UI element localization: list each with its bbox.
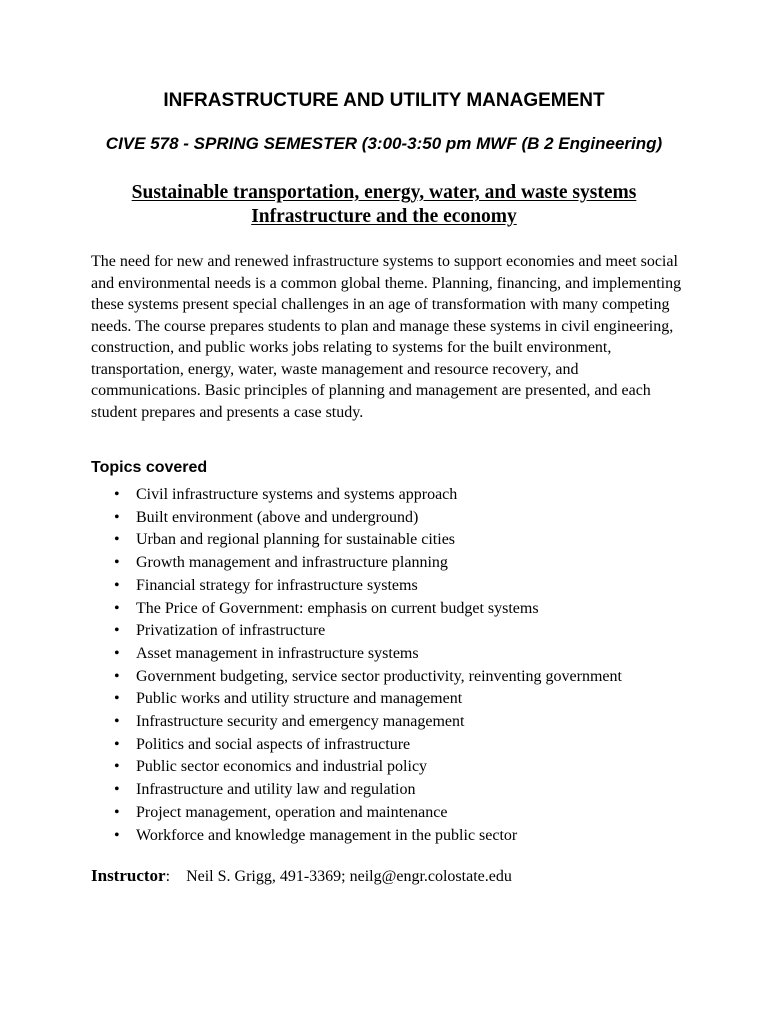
topic-item: [91, 688, 731, 711]
bullet-icon: •: [114, 758, 120, 776]
instructor-line: [91, 866, 512, 886]
bullet-icon: •: [114, 826, 120, 844]
topic-text: Urban and regional planning for sustainable cities: [136, 531, 456, 549]
bullet-icon: •: [114, 667, 120, 685]
bullet-icon: •: [114, 531, 120, 549]
instructor-colon: :: [165, 868, 171, 885]
subtitle-line-2: Infrastructure and the economy: [251, 206, 517, 227]
topic-item: [91, 598, 731, 621]
topics-list: [91, 484, 731, 847]
topic-text: Public works and utility structure and management: [136, 690, 463, 708]
topic-item: [91, 575, 731, 598]
topic-item: [91, 734, 731, 757]
page-title: INFRASTRUCTURE AND UTILITY MANAGEMENT: [163, 90, 605, 111]
subtitle: [0, 181, 768, 229]
course-info: CIVE 578 - SPRING SEMESTER (3:00-3:50 pm MWF (B 2 Engineering): [105, 134, 663, 153]
topic-text: Financial strategy for infrastructure systems: [136, 576, 418, 594]
bullet-icon: •: [114, 622, 120, 640]
topic-text: Infrastructure security and emergency management: [136, 713, 465, 731]
bullet-icon: •: [114, 803, 120, 821]
topic-text: Politics and social aspects of infrastructure: [136, 735, 411, 753]
topic-text: Public sector economics and industrial policy: [136, 758, 428, 776]
topic-item: [91, 756, 731, 779]
instructor-label: Instructor: [91, 866, 166, 885]
bullet-icon: •: [114, 735, 120, 753]
bullet-icon: •: [114, 781, 120, 799]
topic-text: Asset management in infrastructure systems: [136, 644, 419, 662]
topic-item: [91, 666, 731, 689]
bullet-icon: •: [114, 690, 120, 708]
bullet-icon: •: [114, 644, 120, 662]
topic-item: [91, 507, 731, 530]
topic-text: The Price of Government: emphasis on current budget systems: [136, 599, 539, 617]
topic-item: [91, 779, 731, 802]
bullet-icon: •: [114, 508, 120, 526]
topic-item: [91, 552, 731, 575]
instructor-contact: Neil S. Grigg, 491-3369; neilg@engr.colostate.edu: [186, 868, 512, 885]
topic-item: [91, 529, 731, 552]
subtitle-line-1: Sustainable transportation, energy, water, and waste systems: [131, 182, 637, 203]
bullet-icon: •: [114, 599, 120, 617]
topic-item: [91, 825, 731, 848]
topic-item: [91, 484, 731, 507]
topic-text: Privatization of infrastructure: [136, 622, 326, 640]
topic-text: Civil infrastructure systems and systems approach: [136, 486, 458, 503]
topics-heading: Topics covered: [91, 459, 208, 476]
topic-text: Growth management and infrastructure planning: [136, 554, 448, 572]
topic-text: Workforce and knowledge management in the public sector: [136, 826, 518, 844]
topic-text: Built environment (above and underground): [136, 508, 419, 526]
topic-text: Government budgeting, service sector productivity, reinventing government: [136, 667, 622, 685]
topic-text: Project management, operation and maintenance: [136, 803, 448, 821]
course-description: The need for new and renewed infrastructure systems to support economies and meet social and environmental needs is a common global theme. Planning, financing, and implementing these systems present special challenges in an age of transformation with many competing needs. The course prepares students to plan and manage these systems in civil engineering, construction, and public works jobs relating to systems for the built environment, transportation, energy, water, waste management and resource recovery, and communications. Basic principles of planning and management are presented, and each student prepares and presents a case study.: [91, 253, 682, 421]
topic-item: [91, 620, 731, 643]
topic-item: [91, 802, 731, 825]
topic-item: [91, 643, 731, 666]
topic-text: Infrastructure and utility law and regulation: [136, 781, 416, 799]
topic-item: [91, 711, 731, 734]
bullet-icon: •: [114, 576, 120, 594]
bullet-icon: •: [114, 713, 120, 731]
bullet-icon: •: [114, 554, 120, 572]
bullet-icon: •: [114, 486, 120, 503]
